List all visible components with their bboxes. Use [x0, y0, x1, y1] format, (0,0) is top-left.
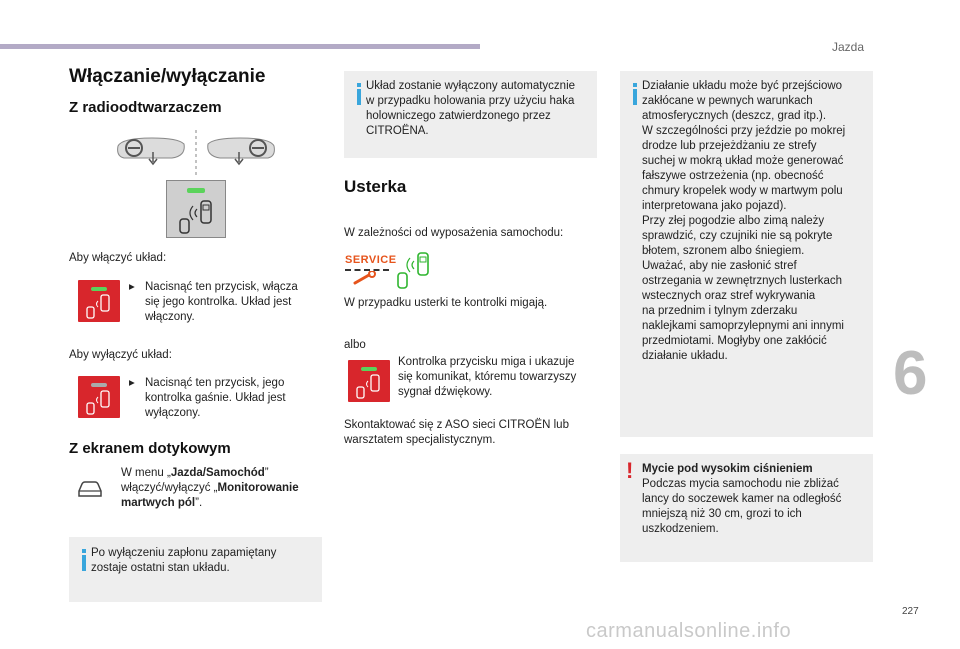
equipment-text: W zależności od wyposażenia samochodu:	[344, 227, 564, 239]
info-line: zostaje ostatni stan układu.	[91, 562, 230, 574]
info-icon	[628, 83, 642, 105]
info-icon	[352, 83, 366, 105]
info-line: Po wyłączeniu zapłonu zapamiętany	[91, 547, 277, 559]
info-line: CITROËNA.	[366, 125, 429, 137]
alt-line1: Kontrolka przycisku miga i ukazuje	[398, 356, 575, 368]
alt-line3: sygnał dźwiękowy.	[398, 386, 493, 398]
text-line: W szczególności przy jeździe po mokrej	[642, 125, 846, 137]
text-line: błotem, szronem albo śniegiem.	[642, 245, 805, 257]
red-button-off-icon	[78, 376, 120, 418]
indicator-blinking	[361, 367, 377, 371]
text-line: atmosferycznych (deszcz, grad itp.).	[642, 110, 827, 122]
touchscreen-heading: Z ekranem dotykowym	[69, 440, 231, 457]
disable-intro: Aby wyłączyć układ:	[69, 349, 172, 361]
indicator-off	[91, 383, 107, 387]
warning-icon: !	[626, 458, 634, 483]
mirrors-illustration	[112, 126, 282, 178]
info-line: holowniczego zatwierdzonego przez	[366, 110, 551, 122]
text-line: przedmiotami. Mogłyby one zakłócić	[642, 335, 827, 347]
text-line: na przednim i tylnym zderzaku	[642, 305, 798, 317]
info-box-ignition	[69, 537, 322, 602]
text-line: fałszywe ostrzeżenia (np. obecność	[642, 170, 824, 182]
text-line: Przy złej pogodzie albo zimą należy	[642, 215, 825, 227]
disable-step-line1: Nacisnąć ten przycisk, jego	[145, 377, 285, 389]
watermark: carmanualsonline.info	[586, 620, 792, 642]
radio-heading: Z radioodtwarzaczem	[69, 99, 222, 116]
text-line: wstecznych oraz stref wykrywania	[642, 290, 816, 302]
bullet-arrow: ▸	[129, 377, 135, 389]
enable-step-line3: włączony.	[145, 311, 195, 323]
red-button-blinking-icon	[348, 360, 390, 402]
contact-line2: warsztatem specjalistycznym.	[344, 434, 496, 446]
text-line: naklejkami samoprzylepnymi ani innymi	[642, 320, 844, 332]
text-line: interpretowana jako pojazd).	[642, 200, 787, 212]
wrench-icon	[351, 271, 381, 287]
or-text: albo	[344, 339, 366, 351]
text-line: chmury kropelek wody w martwym polu	[642, 185, 843, 197]
bullet-arrow: ▸	[129, 281, 135, 293]
blink-text: W przypadku usterki te kontrolki migają.	[344, 297, 548, 309]
info-line: Układ zostanie wyłączony automatycznie	[366, 80, 576, 92]
section-label: Jazda	[832, 40, 865, 54]
enable-step-line1: Nacisnąć ten przycisk, włącza	[145, 281, 298, 293]
right-mirror-icon	[208, 138, 275, 164]
enable-intro: Aby włączyć układ:	[69, 252, 167, 264]
blind-spot-icon	[175, 197, 219, 235]
info-line: w przypadku holowania przy użyciu haka	[366, 95, 575, 107]
fault-heading: Usterka	[344, 177, 407, 196]
text-line: mniejszą niż 30 cm, grozi to ich	[642, 508, 802, 520]
warning-title: Mycie pod wysokim ciśnieniem	[642, 463, 813, 475]
touch-line2: włączyć/wyłączyć „Monitorowanie	[121, 482, 299, 494]
car-menu-icon	[76, 479, 104, 499]
left-mirror-icon	[118, 138, 185, 164]
page-title: Włączanie/wyłączanie	[69, 66, 266, 87]
text-line: ostrzegania w zewnętrznych lusterkach	[642, 275, 843, 287]
text-line: Uważać, aby nie zasłonić stref	[642, 260, 797, 272]
enable-step-line2: się jego kontrolka. Układ jest	[145, 296, 292, 308]
chapter-number: 6	[893, 339, 928, 408]
warning-text	[642, 477, 841, 537]
indicator-led-green	[187, 188, 205, 193]
service-label: SERVICE	[345, 254, 397, 266]
text-line: Działanie układu może być przejściowo	[642, 80, 843, 92]
blind-spot-warning-icon	[396, 251, 436, 291]
text-line: suchej w mokrą układ może generować	[642, 155, 844, 167]
text-line: lancy do soczewek kamer na odległość	[642, 493, 842, 505]
text-line: Podczas mycia samochodu nie zbliżać	[642, 478, 839, 490]
blind-spot-button-illustration	[166, 180, 226, 238]
text-line: uszkodzeniem.	[642, 523, 719, 535]
text-line: działanie układu.	[642, 350, 728, 362]
service-warning-icon	[345, 254, 397, 292]
info-icon	[77, 549, 91, 571]
info-box-towing	[344, 71, 597, 158]
page-number: 227	[902, 606, 919, 617]
alt-line2: się komunikat, któremu towarzyszy	[398, 371, 577, 383]
text-line: drodze lub przejeżdżaniu ze strefy	[642, 140, 817, 152]
red-button-on-icon	[78, 280, 120, 322]
info-box-weather	[620, 71, 873, 437]
touch-line3: martwych pól”.	[121, 497, 203, 509]
text-line: zakłócane w pewnych warunkach	[642, 95, 813, 107]
disable-step-line2: kontrolka gaśnie. Układ jest	[145, 392, 286, 404]
contact-line1: Skontaktować się z ASO sieci CITROËN lub	[344, 419, 569, 431]
disable-step-line3: wyłączony.	[145, 407, 201, 419]
warning-box-pressure-wash	[620, 454, 873, 562]
header-bar	[0, 44, 480, 49]
weather-info-text	[642, 79, 845, 364]
text-line: sprawdzić, czy czujniki nie są pokryte	[642, 230, 833, 242]
touch-line1: W menu „Jazda/Samochód”	[121, 467, 269, 479]
indicator-on	[91, 287, 107, 291]
